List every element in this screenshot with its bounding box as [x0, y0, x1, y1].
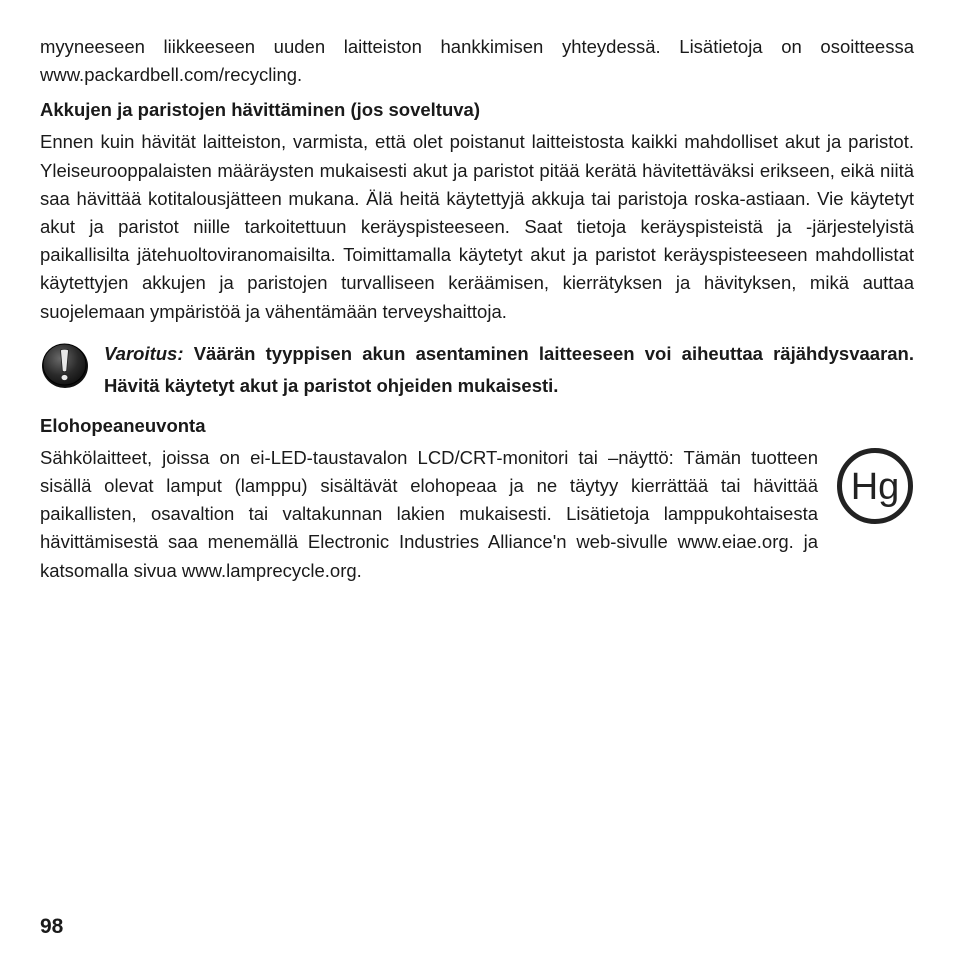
- mercury-heading: Elohopeaneuvonta: [40, 414, 206, 436]
- warning-message: Väärän tyyppisen akun asentaminen laitteeseen voi aiheuttaa räjähdysvaaran. Hävitä käytetyt akut ja paristot ohjeiden mukaisesti.: [104, 342, 914, 396]
- exclamation-icon: [40, 340, 90, 390]
- document-page: [40, 33, 914, 585]
- warning-box: [40, 338, 914, 402]
- hg-symbol-text: Hg: [850, 465, 900, 508]
- page-number: 98: [40, 915, 64, 938]
- warning-label: Varoitus:: [104, 342, 184, 364]
- batteries-heading: Akkujen ja paristojen hävittäminen (jos soveltuva): [40, 99, 481, 121]
- mercury-section: [40, 444, 914, 585]
- mercury-hg-icon: [836, 447, 914, 525]
- batteries-paragraph: Ennen kuin hävität laitteiston, varmista, että olet poistanut laitteistosta kaikki mahdolliset akut ja paristot. Yleiseurooppalaisten määräysten mukaisesti akut ja paristot pitää kerätä hävitettäväksi erikseen, eikä niitä saa hävittää kotitalousjätteen mukana. Älä heitä käytettyjä akkuja tai paristoja roska-astiaan. Vie käytetyt akut ja paristot niille tarkoitettuun keräyspisteeseen. Saat tietoja keräyspisteistä ja -järjestelyistä paikallisilta jätehuoltoviranomaisilta. Toimittamalla käytetyt akut ja paristot keräyspisteeseen mahdollistat käytettyjen akkujen ja paristojen turvalliseen keräämisen, kierrätyksen ja hävityksen, mikä auttaa suojelemaan ympäristöä ja vähentämään terveyshaittoja.: [40, 131, 914, 322]
- mercury-paragraph: Sähkölaitteet, joissa on ei-LED-taustavalon LCD/CRT-monitori tai –näyttö: Tämän tuotteen sisällä olevat lamput (lamppu) sisältävät elohopeaa ja ne täytyy kierrättää tai hävittää paikallisten, osavaltion tai valtakunnan lakien mukaisesti. Lisätietoja lamppukohtaisesta hävittämisestä saa menemällä Electronic Industries Alliance'n web-sivulle www.eiae.org. ja katsomalla sivua www.lamprecycle.org.: [40, 446, 818, 581]
- intro-paragraph: myyneeseen liikkeeseen uuden laitteiston hankkimisen yhteydessä. Lisätietoja on osoitteessa www.packardbell.com/recycling.: [40, 36, 914, 86]
- warning-text: [104, 338, 914, 402]
